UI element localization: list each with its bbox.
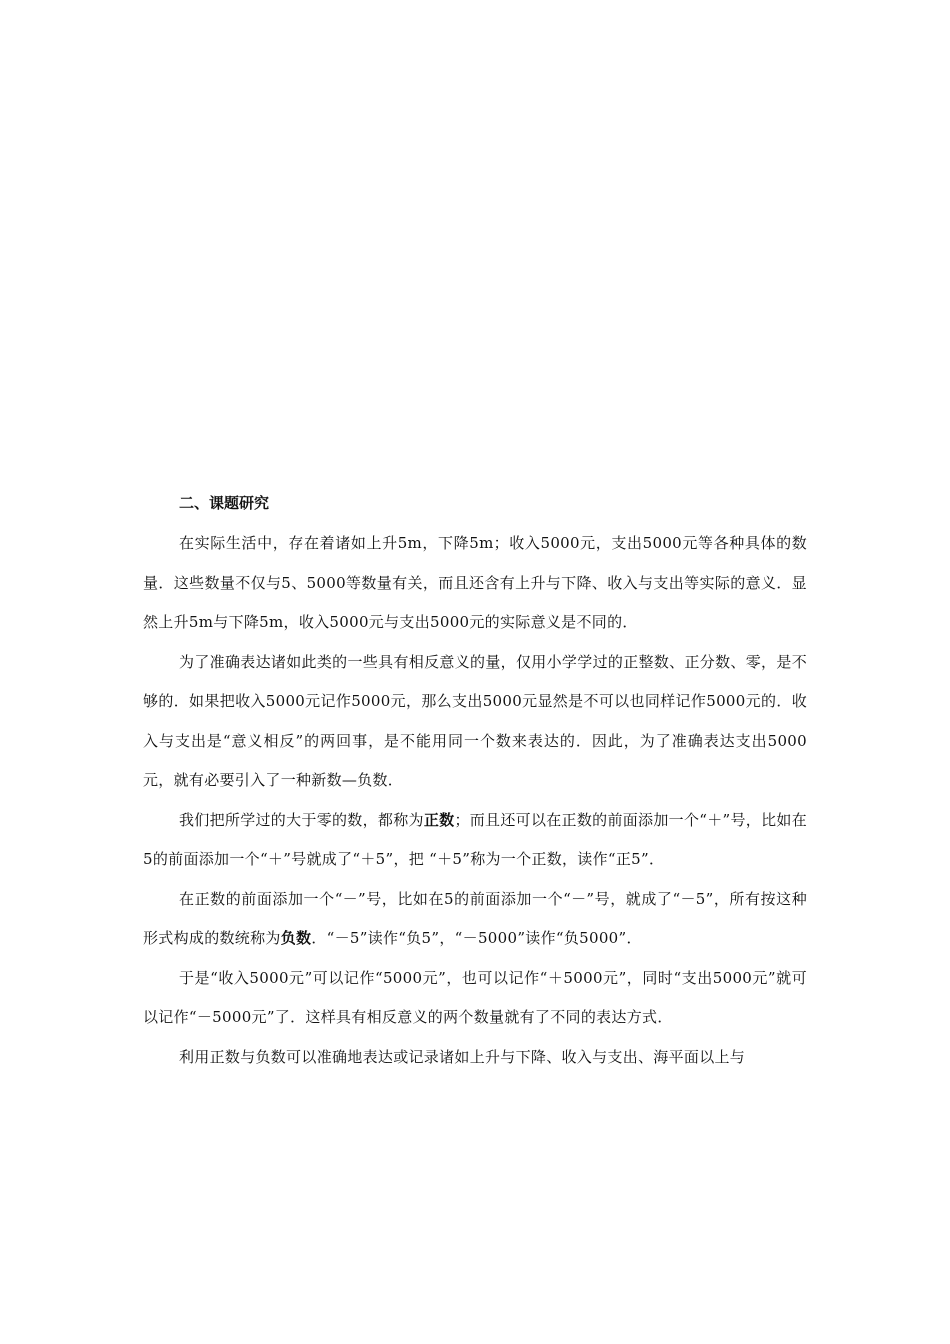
paragraph-2: 为了准确表达诸如此类的一些具有相反意义的量，仅用小学学过的正整数、正分数、零，是不够的．如果把收入5000元记作5000元，那么支出5000元显然是不可以也同样记作5000元的．收入与支出是“意义相反”的两回事，是不能用同一个数来表达的．因此，为了准确表达支出5000元，就有必要引入了一种新数—负数．	[143, 652, 807, 789]
paragraph-3-text-before: 我们把所学过的大于零的数，都称为	[179, 810, 424, 829]
paragraph-3	[143, 801, 807, 880]
paragraph-4-text-after: ．“－5”读作“负5”，“－5000”读作“负5000”．	[311, 929, 642, 947]
paragraph-4-text-before: 在正数的前面添加一个“－”号，比如在5的前面添加一个“－”号，就成了“－5”，所有按这种形式构成的数统称为	[143, 889, 807, 947]
paragraph-3-text-after: ；而且还可以在正数的前面添加一个“＋”号，比如在5的前面添加一个“＋”号就成了“＋5”，把 “＋5”称为一个正数，读作“正5”．	[143, 810, 807, 868]
paragraph-6: 利用正数与负数可以准确地表达或记录诸如上升与下降、收入与支出、海平面以上与	[179, 1047, 746, 1066]
term-positive-number: 正数	[423, 810, 455, 829]
paragraph-5: 于是“收入5000元”可以记作“5000元”，也可以记作“＋5000元”，同时“支出5000元”就可以记作“－5000元”了．这样具有相反意义的两个数量就有了不同的表达方式．	[143, 968, 807, 1026]
document-body	[143, 488, 807, 1077]
paragraph-1: 在实际生活中，存在着诸如上升5m，下降5m；收入5000元，支出5000元等各种具体的数量．这些数量不仅与5、5000等数量有关，而且还含有上升与下降、收入与支出等实际的意义．显然上升5m与下降5m，收入5000元与支出5000元的实际意义是不同的．	[143, 534, 807, 631]
section-heading: 二、课题研究	[179, 494, 270, 512]
term-negative-number: 负数	[280, 929, 312, 947]
paragraph-4	[143, 880, 807, 959]
